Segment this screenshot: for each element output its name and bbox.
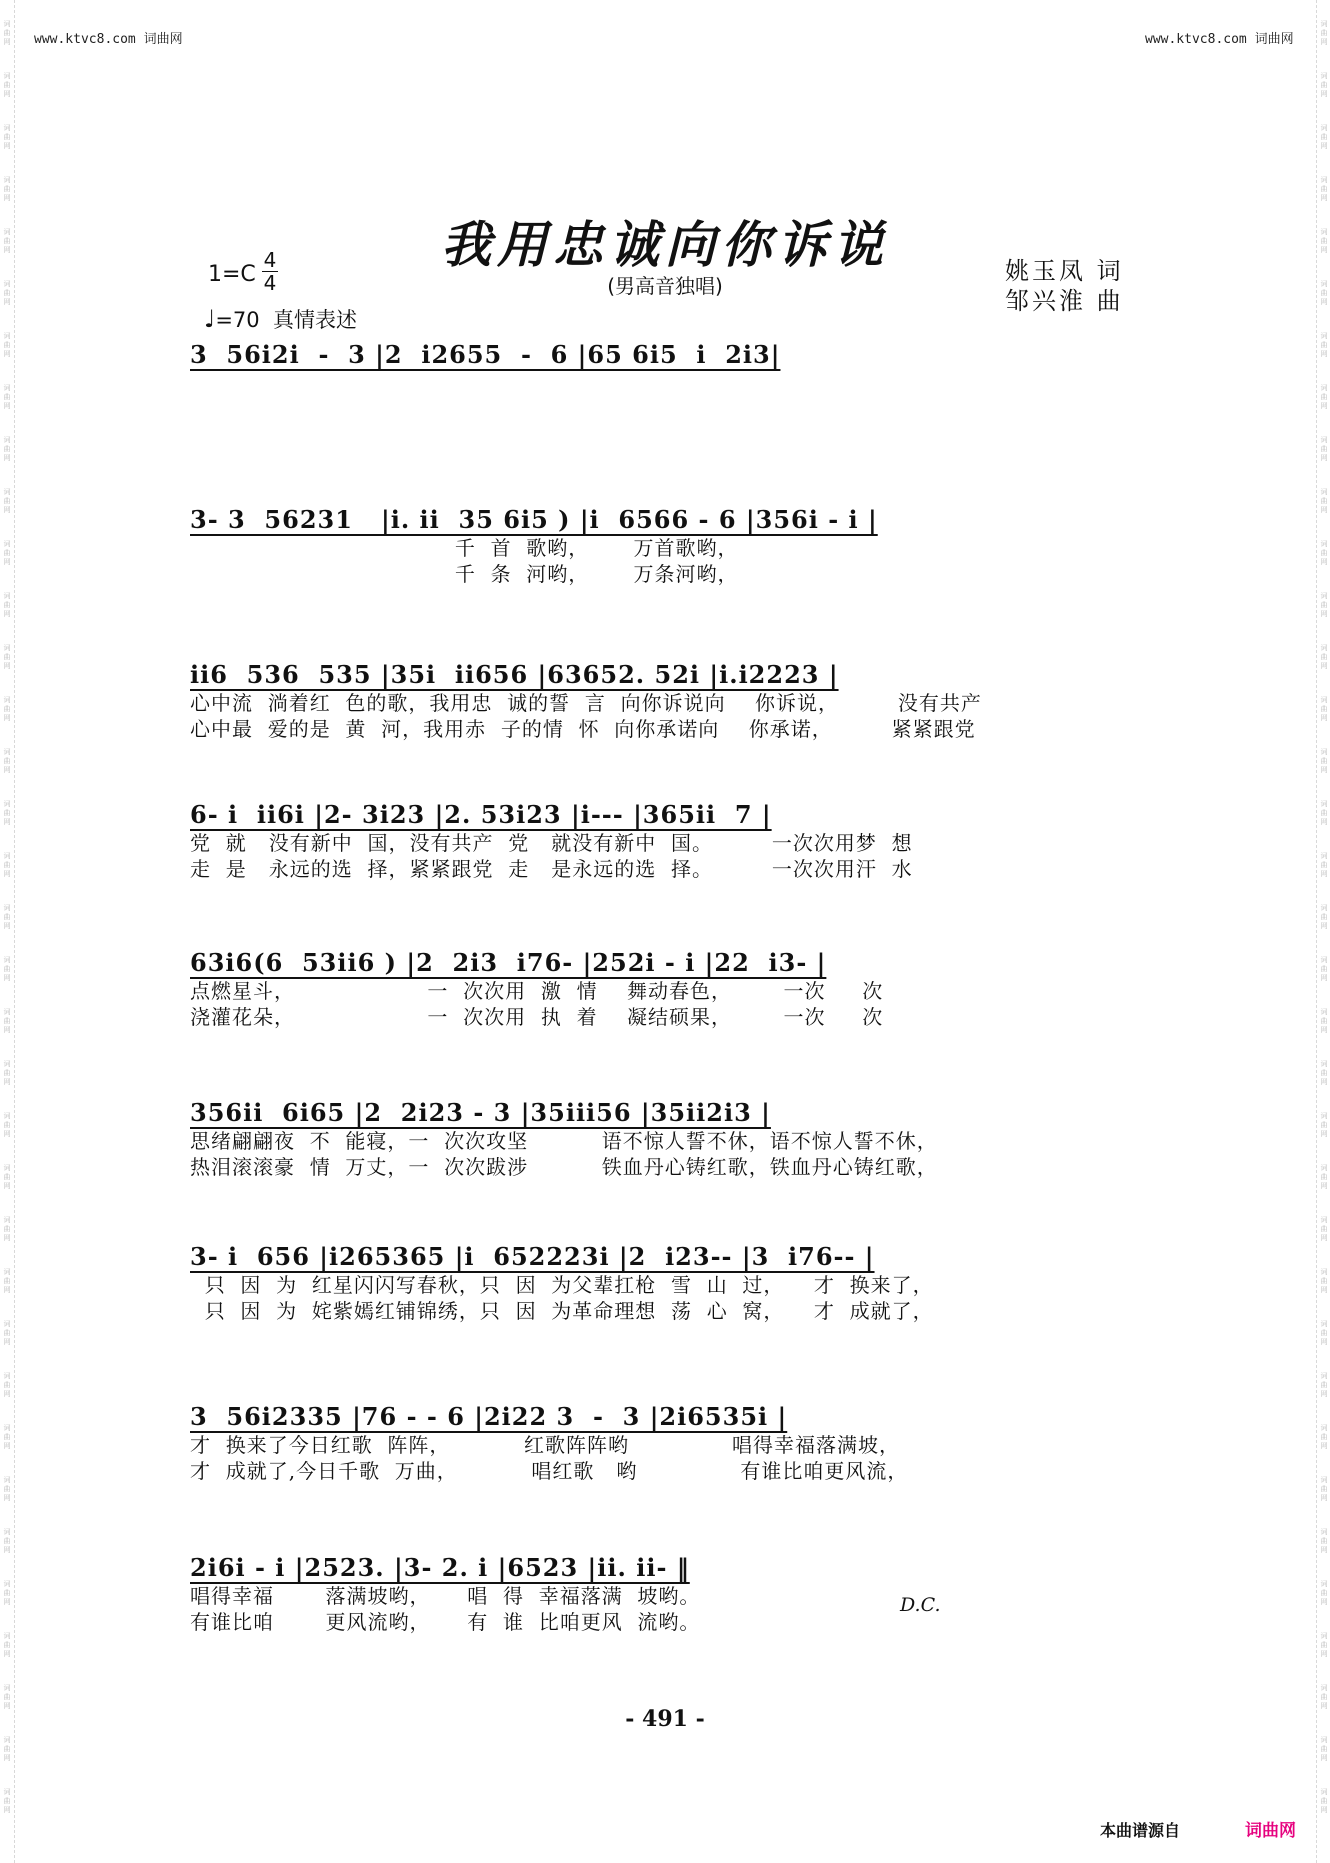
score-system bbox=[190, 800, 1145, 882]
score-system bbox=[190, 660, 1145, 742]
watermark-glyph: 词 曲 网 bbox=[1320, 540, 1328, 566]
notation-line: 6- i ii6i |2- 3i23 |2. 53i23 |i--- |365ii 7 | bbox=[190, 800, 772, 829]
watermark-glyph: 词 曲 网 bbox=[3, 20, 11, 46]
watermark-glyph: 词 曲 网 bbox=[1320, 228, 1328, 254]
quarter-note-icon: ♩ bbox=[204, 305, 216, 333]
time-signature-top: 4 bbox=[263, 248, 277, 272]
watermark-glyph: 词 曲 网 bbox=[3, 280, 11, 306]
key-signature: 1=C bbox=[208, 262, 256, 287]
footer-source-label: 本曲谱源自 bbox=[1100, 1821, 1181, 1840]
expression-mark: 真情表述 bbox=[273, 308, 358, 332]
footer-brand-link[interactable]: 词曲网 bbox=[1245, 1821, 1296, 1841]
tempo-value: =70 bbox=[215, 308, 260, 332]
watermark-glyph: 词 曲 网 bbox=[3, 1736, 11, 1762]
lyricist: 姚玉凤 词 bbox=[1005, 257, 1124, 285]
notation-line: 3- 3 56231 |i. ii 35 6i5 ) |i 6566 - 6 |356i - i | bbox=[190, 505, 878, 534]
watermark-glyph: 词 曲 网 bbox=[3, 332, 11, 358]
notation-line: 63i6(6 53ii6 ) |2 2i3 i76- |252i - i |22 i3- | bbox=[190, 948, 827, 977]
score-system bbox=[190, 1098, 1145, 1180]
watermark-glyph: 词 曲 网 bbox=[3, 1372, 11, 1398]
score-system bbox=[190, 1553, 1145, 1635]
watermark-glyph: 词 曲 网 bbox=[1320, 644, 1328, 670]
watermark-glyph: 词 曲 网 bbox=[1320, 800, 1328, 826]
lyric-verse-2: 心中最 爱的是 黄 河，我用赤 子的情 怀 向你承诺向 你承诺， 紧紧跟党 bbox=[190, 717, 976, 741]
watermark-glyph: 词 曲 网 bbox=[3, 592, 11, 618]
watermark-glyph: 词 曲 网 bbox=[3, 1320, 11, 1346]
watermark-glyph: 词 曲 网 bbox=[1320, 1476, 1328, 1502]
watermark-glyph: 词 曲 网 bbox=[1320, 1424, 1328, 1450]
watermark-glyph: 词 曲 网 bbox=[1320, 696, 1328, 722]
watermark-glyph: 词 曲 网 bbox=[1320, 384, 1328, 410]
notation-line: 3 56i2335 |76 - - 6 |2i22 3 - 3 |2i6535i | bbox=[190, 1402, 788, 1431]
notation-line: 356ii 6i65 |2 2i23 - 3 |35iii56 |35ii2i3 | bbox=[190, 1098, 771, 1127]
watermark-glyph: 词 曲 网 bbox=[3, 1216, 11, 1242]
watermark-glyph: 词 曲 网 bbox=[3, 1008, 11, 1034]
lyric-verse-1: 心中流 淌着红 色的歌，我用忠 诚的誓 言 向你诉说向 你诉说， 没有共产 bbox=[190, 691, 982, 715]
watermark-glyph: 词 曲 网 bbox=[3, 72, 11, 98]
watermark-glyph: 词 曲 网 bbox=[1320, 852, 1328, 878]
lyric-verse-2: 才 成就了,今日千歌 万曲， 唱红歌 哟 有谁比咱更风流， bbox=[190, 1459, 909, 1483]
watermark-glyph: 词 曲 网 bbox=[3, 176, 11, 202]
lyric-verse-1: 千 首 歌哟， 万首歌哟， bbox=[190, 536, 739, 560]
watermark-glyph: 词 曲 网 bbox=[3, 748, 11, 774]
watermark-glyph: 词 曲 网 bbox=[3, 852, 11, 878]
watermark-glyph: 词 曲 网 bbox=[1320, 1372, 1328, 1398]
watermark-glyph: 词 曲 网 bbox=[3, 644, 11, 670]
watermark-glyph: 词 曲 网 bbox=[1320, 1320, 1328, 1346]
watermark-glyph: 词 曲 网 bbox=[1320, 1528, 1328, 1554]
lyric-verse-1: 党 就 没有新中 国，没有共产 党 就没有新中 国。 一次次用梦 想 bbox=[190, 831, 913, 855]
score-system bbox=[190, 1242, 1145, 1324]
watermark-glyph: 词 曲 网 bbox=[3, 1580, 11, 1606]
notation-line: 3 56i2i - 3 |2 i2655 - 6 |65 6i5 i 2i3| bbox=[190, 340, 781, 369]
page-number: - 491 - bbox=[625, 1706, 705, 1732]
watermark-glyph: 词 曲 网 bbox=[1320, 748, 1328, 774]
watermark-glyph: 词 曲 网 bbox=[1320, 1008, 1328, 1034]
lyric-verse-1: 点燃星斗， 一 次次用 激 情 舞动春色， 一次 次 bbox=[190, 979, 884, 1003]
watermark-glyph: 词 曲 网 bbox=[3, 1164, 11, 1190]
watermark-glyph: 词 曲 网 bbox=[1320, 1632, 1328, 1658]
watermark-glyph: 词 曲 网 bbox=[3, 1112, 11, 1138]
lyric-verse-2: 浇灌花朵， 一 次次用 执 着 凝结硕果， 一次 次 bbox=[190, 1005, 884, 1029]
score-system bbox=[190, 948, 1145, 1030]
watermark-glyph: 词 曲 网 bbox=[1320, 124, 1328, 150]
watermark-glyph: 词 曲 网 bbox=[1320, 20, 1328, 46]
watermark-glyph: 词 曲 网 bbox=[1320, 436, 1328, 462]
time-signature bbox=[262, 250, 278, 293]
watermark-glyph: 词 曲 网 bbox=[3, 124, 11, 150]
watermark-glyph: 词 曲 网 bbox=[3, 228, 11, 254]
watermark-glyph: 词 曲 网 bbox=[1320, 1112, 1328, 1138]
notation-line: 2i6i - i |2523. |3- 2. i |6523 |ii. ii- ‖ bbox=[190, 1553, 690, 1582]
watermark-glyph: 词 曲 网 bbox=[3, 1528, 11, 1554]
watermark-glyph: 词 曲 网 bbox=[3, 436, 11, 462]
watermark-glyph: 词 曲 网 bbox=[3, 1684, 11, 1710]
watermark-glyph: 词 曲 网 bbox=[3, 1268, 11, 1294]
watermark-glyph: 词 曲 网 bbox=[1320, 1684, 1328, 1710]
watermark-glyph: 词 曲 网 bbox=[1320, 332, 1328, 358]
lyric-verse-1: 唱得幸福 落满坡哟， 唱 得 幸福落满 坡哟。 bbox=[190, 1584, 701, 1608]
watermark-glyph: 词 曲 网 bbox=[3, 384, 11, 410]
tempo-marking bbox=[204, 304, 357, 334]
lyric-verse-1: 只 因 为 红星闪闪写春秋，只 因 为父辈扛枪 雪 山 过， 才 换来了， bbox=[190, 1273, 934, 1297]
header-site-left[interactable]: www.ktvc8.com 词曲网 bbox=[34, 32, 183, 47]
watermark-glyph: 词 曲 网 bbox=[1320, 72, 1328, 98]
song-subtitle: (男高音独唱) bbox=[607, 274, 723, 298]
lyric-verse-2: 有谁比咱 更风流哟， 有 谁 比咱更风 流哟。 bbox=[190, 1610, 701, 1634]
lyric-verse-2: 热泪滚滚豪 情 万丈，一 次次跋涉 铁血丹心铸红歌，铁血丹心铸红歌， bbox=[190, 1155, 938, 1179]
credits bbox=[1005, 256, 1124, 316]
watermark-glyph: 词 曲 网 bbox=[3, 540, 11, 566]
watermark-glyph: 词 曲 网 bbox=[3, 1424, 11, 1450]
lyric-verse-2: 千 条 河哟， 万条河哟， bbox=[190, 562, 739, 586]
song-title: 我用忠诚向你诉说 bbox=[441, 215, 889, 274]
watermark-glyph: 词 曲 网 bbox=[3, 956, 11, 982]
watermark-glyph: 词 曲 网 bbox=[1320, 488, 1328, 514]
watermark-glyph: 词 曲 网 bbox=[3, 904, 11, 930]
watermark-glyph: 词 曲 网 bbox=[3, 800, 11, 826]
watermark-glyph: 词 曲 网 bbox=[1320, 956, 1328, 982]
notation-line: 3- i 656 |i265365 |i 652223i |2 i23-- |3 i76-- | bbox=[190, 1242, 875, 1271]
watermark-glyph: 词 曲 网 bbox=[1320, 176, 1328, 202]
composer: 邹兴淮 曲 bbox=[1005, 287, 1124, 315]
watermark-glyph: 词 曲 网 bbox=[3, 1476, 11, 1502]
lyric-verse-2: 走 是 永远的选 择，紧紧跟党 走 是永远的选 择。 一次次用汗 水 bbox=[190, 857, 913, 881]
lyric-verse-1: 思绪翩翩夜 不 能寝，一 次次攻坚 语不惊人誓不休，语不惊人誓不休， bbox=[190, 1129, 938, 1153]
watermark-glyph: 词 曲 网 bbox=[3, 1060, 11, 1086]
watermark-glyph: 词 曲 网 bbox=[1320, 592, 1328, 618]
notation-line: ii6 536 535 |35i ii656 |63652. 52i |i.i2223 | bbox=[190, 660, 839, 689]
watermark-glyph: 词 曲 网 bbox=[1320, 904, 1328, 930]
score-system bbox=[190, 1402, 1145, 1484]
watermark-glyph: 词 曲 网 bbox=[1320, 1216, 1328, 1242]
lyric-verse-2: 只 因 为 姹紫嫣红铺锦绣，只 因 为革命理想 荡 心 窝， 才 成就了， bbox=[190, 1299, 934, 1323]
watermark-glyph: 词 曲 网 bbox=[1320, 1580, 1328, 1606]
score-system bbox=[190, 505, 1145, 587]
watermark-glyph: 词 曲 网 bbox=[1320, 1060, 1328, 1086]
header-site-right[interactable]: www.ktvc8.com 词曲网 bbox=[1145, 32, 1294, 47]
watermark-glyph: 词 曲 网 bbox=[1320, 1788, 1328, 1814]
watermark-glyph: 词 曲 网 bbox=[3, 1632, 11, 1658]
watermark-glyph: 词 曲 网 bbox=[3, 488, 11, 514]
watermark-glyph: 词 曲 网 bbox=[1320, 1268, 1328, 1294]
score-system bbox=[190, 340, 1145, 370]
watermark-glyph: 词 曲 网 bbox=[3, 1788, 11, 1814]
watermark-glyph: 词 曲 网 bbox=[1320, 1736, 1328, 1762]
watermark-glyph: 词 曲 网 bbox=[1320, 280, 1328, 306]
watermark-glyph: 词 曲 网 bbox=[3, 696, 11, 722]
time-signature-bottom: 4 bbox=[263, 271, 277, 295]
watermark-glyph: 词 曲 网 bbox=[1320, 1164, 1328, 1190]
da-capo-mark: D.C. bbox=[900, 1594, 941, 1616]
lyric-verse-1: 才 换来了今日红歌 阵阵， 红歌阵阵哟 唱得幸福落满坡， bbox=[190, 1433, 901, 1457]
